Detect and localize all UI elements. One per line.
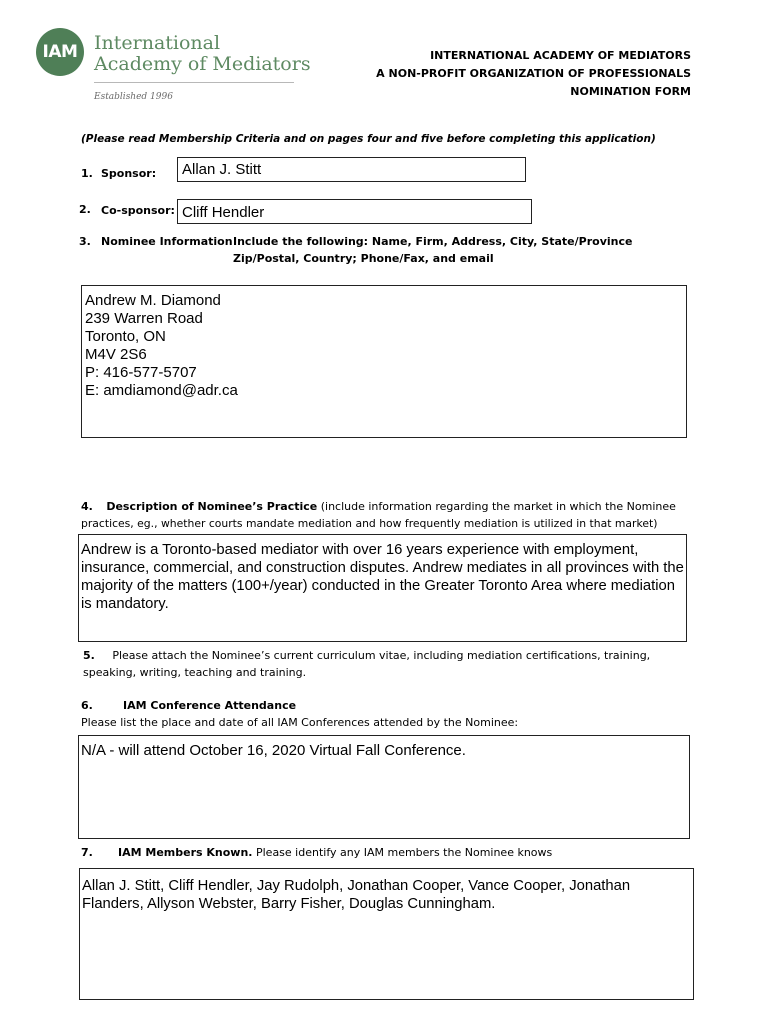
members-number: 7. — [81, 846, 93, 859]
members-value: Allan J. Stitt, Cliff Hendler, Jay Rudolph, Jonathan Cooper, Vance Cooper, Jonathan Flanders, Allyson Webster, Barry Fisher, Douglas Cunningham. — [82, 878, 631, 912]
sponsor-label: Sponsor: — [101, 167, 157, 180]
form-header — [376, 47, 691, 101]
nominee-info-field[interactable] — [81, 285, 687, 438]
cv-line1 — [83, 649, 650, 662]
nominee-instruction-line2: Zip/Postal, Country; Phone/Fax, and email — [233, 252, 494, 265]
practice-description-field[interactable] — [78, 534, 687, 642]
sponsor-field[interactable] — [177, 157, 526, 182]
members-instruction: Please identify any IAM members the Nominee knows — [255, 846, 553, 859]
header-line3: NOMINATION FORM — [570, 85, 691, 98]
cosponsor-label: Co-sponsor: — [101, 204, 175, 217]
conference-label: IAM Conference Attendance — [123, 699, 297, 712]
cv-text-line2: speaking, writing, teaching and training. — [83, 666, 307, 679]
logo-name-line1: International — [94, 32, 221, 54]
header-line1: INTERNATIONAL ACADEMY OF MEDIATORS — [430, 49, 691, 62]
conference-value: N/A - will attend October 16, 2020 Virtual Fall Conference. — [81, 742, 466, 759]
practice-instruction-line2: practices, eg., whether courts mandate mediation and how frequently mediation is utilized in that market) — [81, 517, 658, 530]
nominee-instruction-line1: Include the following: Name, Firm, Address, City, State/Province — [233, 235, 633, 248]
sponsor-value: Allan J. Stitt — [182, 161, 262, 178]
cosponsor-value: Cliff Hendler — [182, 204, 265, 221]
intro-note: (Please read Membership Criteria and on pages four and five before completing this application) — [81, 133, 656, 145]
members-field[interactable] — [79, 868, 694, 1000]
practice-number: 4. — [81, 500, 93, 513]
practice-description-value: Andrew is a Toronto-based mediator with over 16 years experience with employment, insurance, commercial, and construction disputes. Andrew mediates in all provinces with the majority of the matters (100+/year) conducted in the Greater Toronto Area where mediation is mandatory. — [81, 542, 684, 612]
conference-number: 6. — [81, 699, 93, 712]
members-label: IAM Members Known. — [118, 846, 253, 859]
conference-instruction: Please list the place and date of all IAM Conferences attended by the Nominee: — [81, 716, 519, 729]
nominee-number: 3. — [79, 235, 91, 248]
nominee-info-value: Andrew M. Diamond 239 Warren Road Toronto, ON M4V 2S6 P: 416-577-5707 E: amdiamond@adr.ca — [85, 292, 238, 399]
cosponsor-field[interactable] — [177, 199, 532, 224]
logo-divider — [94, 82, 294, 83]
cv-number: 5. — [83, 649, 95, 662]
header-line2: A NON-PROFIT ORGANIZATION OF PROFESSIONALS — [376, 67, 691, 80]
logo-wordmark — [94, 33, 311, 75]
iam-logo-mark: IAM — [36, 28, 84, 76]
members-heading — [118, 846, 552, 859]
cosponsor-number: 2. — [79, 203, 91, 216]
sponsor-number: 1. — [81, 167, 93, 180]
practice-instruction-line1: (include information regarding the market in which the Nominee — [320, 500, 676, 513]
logo-name-line2: Academy of Mediators — [94, 53, 311, 75]
nominee-label: Nominee Information — [101, 235, 233, 248]
cv-text-line1: Please attach the Nominee’s current curriculum vitae, including mediation certifications, training, — [112, 649, 651, 662]
logo-established: Established 1996 — [94, 92, 173, 102]
practice-label: Description of Nominee’s Practice — [106, 500, 318, 513]
practice-heading-line — [81, 500, 676, 513]
conference-field[interactable] — [78, 735, 690, 839]
